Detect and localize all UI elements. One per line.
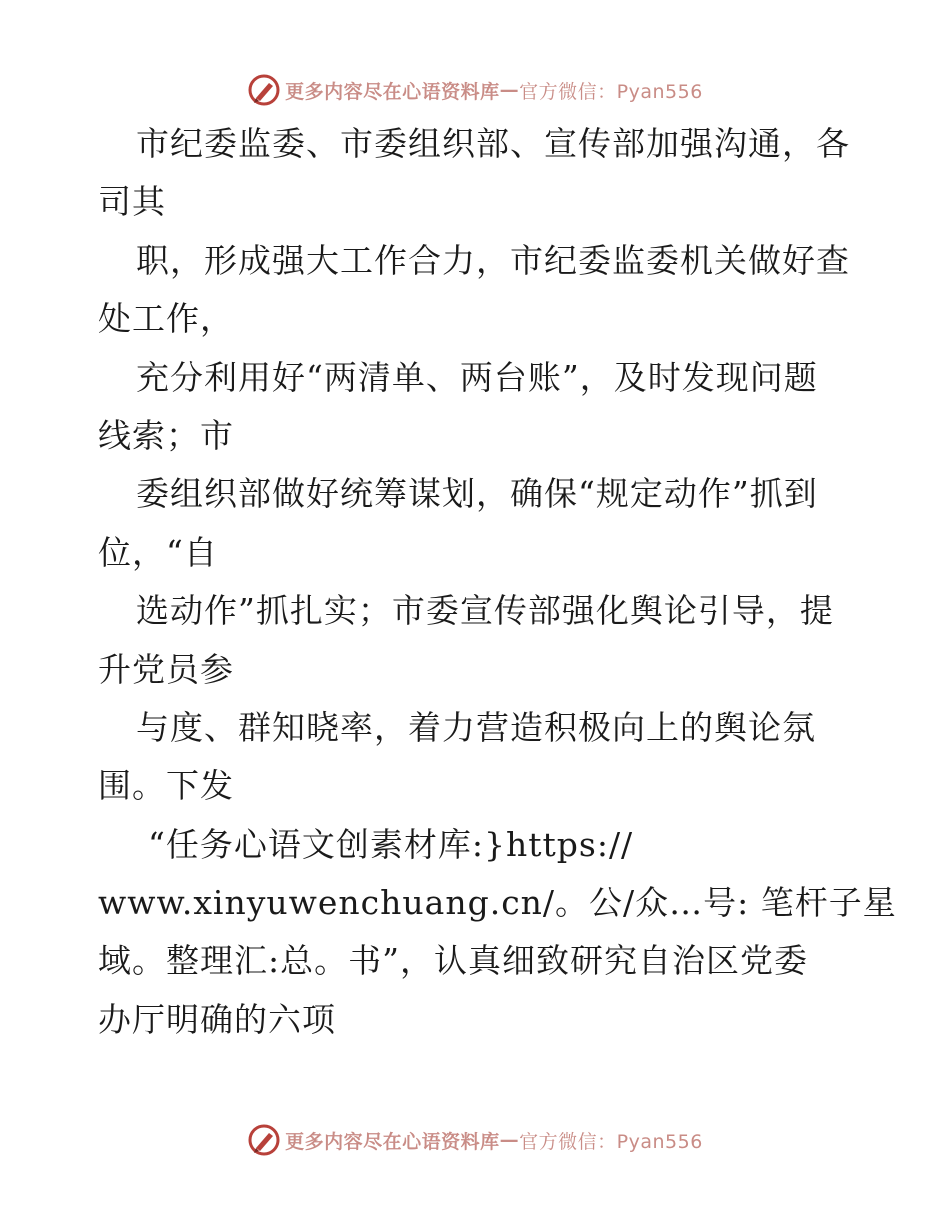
text-line: 市纪委监委、市委组织部、宣传部加强沟通，各	[136, 124, 850, 163]
footer-banner	[0, 1120, 950, 1160]
text-line: 委组织部做好统筹谋划，确保“规定动作”抓到	[136, 474, 818, 514]
text-line: 域。整理汇:总。书”，认真细致研究自治区党委	[98, 941, 808, 981]
text-line: 与度、群知晓率，着力营造积极向上的舆论氛	[136, 707, 816, 747]
text-line: 升党员参	[98, 649, 234, 689]
text-line: 围。下发	[98, 766, 234, 806]
text-line: 办厅明确的六项	[98, 999, 336, 1039]
header-wechat: 官方微信：Pyan556	[519, 80, 703, 103]
text-line: 选动作”抓扎实；市委宣传部强化舆论引导，提	[136, 591, 834, 631]
text-line: 充分利用好“两清单、两台账”，及时发现问题	[136, 357, 818, 397]
text-line: 线索；市	[98, 415, 234, 455]
footer-wechat: 官方微信：Pyan556	[519, 1130, 703, 1153]
footer-dash: —	[499, 1129, 520, 1151]
text-line: 位，“自	[98, 532, 218, 572]
text-line: 职，形成强大工作合力，市纪委监委机关做好查	[136, 240, 850, 280]
text-line: 处工作，	[98, 299, 234, 339]
document-body	[98, 115, 897, 1049]
text-line: 司其	[98, 182, 166, 222]
header-banner	[0, 70, 950, 110]
pen-logo-icon	[247, 1123, 281, 1157]
footer-text: 更多内容尽在心语资料库	[285, 1130, 500, 1153]
header-text: 更多内容尽在心语资料库	[285, 80, 500, 103]
header-dash: —	[499, 79, 520, 101]
pen-logo-icon	[247, 73, 281, 107]
text-line: “任务心语文创素材库:}https://	[148, 824, 634, 864]
text-line: www.xinyuwenchuang.cn/。公/众…号: 笔杆子星	[98, 883, 897, 923]
